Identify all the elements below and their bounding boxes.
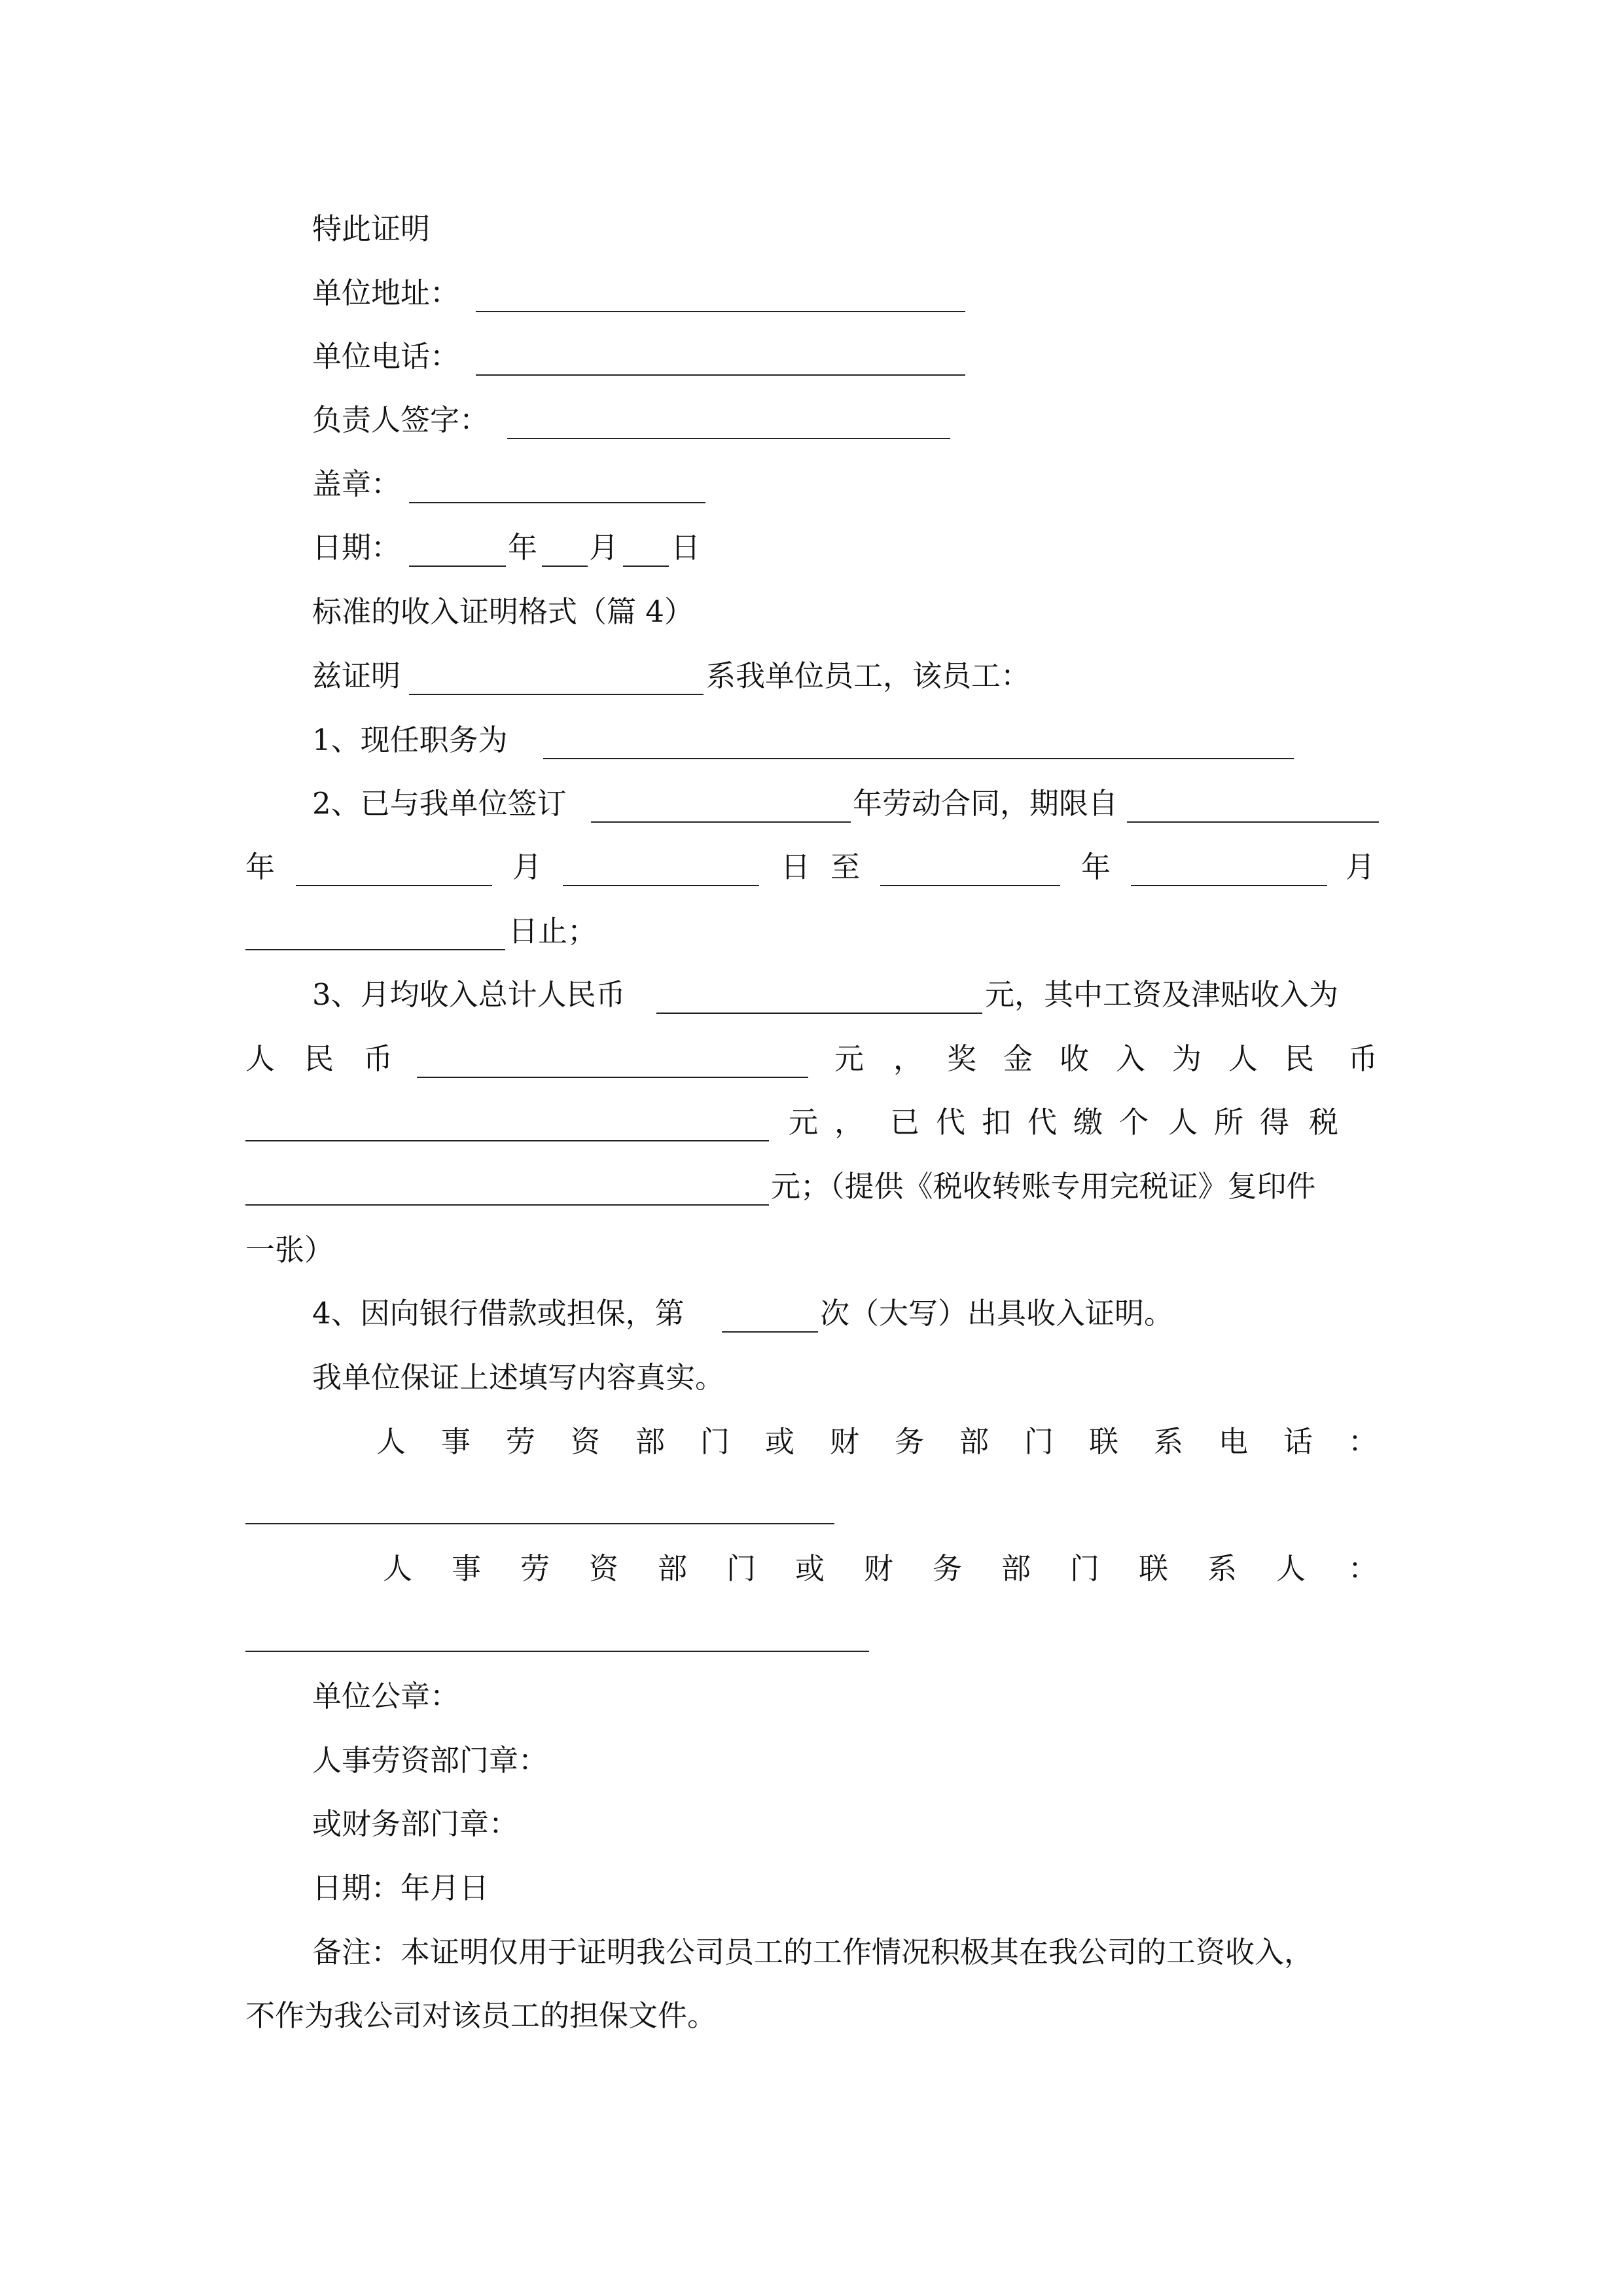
tax-char-3: 已 xyxy=(890,1105,920,1139)
contract-years-blank[interactable] xyxy=(591,821,851,823)
day-text: 日 xyxy=(671,530,701,565)
contact-phone-char: 系 xyxy=(1154,1424,1184,1459)
bonus-income-blank[interactable] xyxy=(245,1140,769,1141)
contact-phone-blank[interactable] xyxy=(245,1523,834,1524)
tax-char-1: 元 xyxy=(789,1105,819,1139)
seal-blank[interactable] xyxy=(409,502,705,503)
tax-char-10: 所 xyxy=(1214,1105,1244,1139)
contact-person-char: 人 xyxy=(1276,1551,1306,1586)
tax-withheld-blank[interactable] xyxy=(245,1204,769,1206)
end-day-blank[interactable] xyxy=(245,949,505,950)
hereby-certify-text: 特此证明 xyxy=(312,211,431,246)
tax-char-4: 代 xyxy=(936,1105,966,1139)
contact-phone-char: 部 xyxy=(635,1424,666,1459)
item2-end: 日止； xyxy=(508,914,597,948)
start-date-blank[interactable] xyxy=(1127,821,1379,823)
period-to-text: 至 xyxy=(830,850,861,884)
item2-prefix: 2、已与我单位签订 xyxy=(312,786,567,821)
period-year-text: 年 xyxy=(245,850,276,884)
comma-char: ， xyxy=(893,1041,923,1076)
contact-person-char: 联 xyxy=(1139,1551,1169,1586)
note-line-1 xyxy=(0,1929,1623,1975)
signature-label: 负责人签字： xyxy=(312,403,490,437)
signature-blank[interactable] xyxy=(507,438,950,439)
footer-date: 日期：年月日 xyxy=(312,1871,490,1905)
item3-yuan-salary: 元，其中工资及津贴收入为 xyxy=(985,977,1339,1012)
contact-person-char: 财 xyxy=(864,1551,894,1586)
contact-person-char: 部 xyxy=(658,1551,688,1586)
bonus-char-3: 收 xyxy=(1060,1041,1090,1076)
tax-char-7: 缴 xyxy=(1073,1105,1103,1139)
address-blank[interactable] xyxy=(476,311,965,312)
period-day-text: 日 xyxy=(781,850,811,884)
tax-char-8: 个 xyxy=(1119,1105,1149,1139)
position-blank[interactable] xyxy=(543,758,1294,759)
contact-person-char: 部 xyxy=(1001,1551,1031,1586)
phone-line xyxy=(0,334,1623,380)
unit-seal-line xyxy=(0,1674,1623,1719)
item1-line xyxy=(0,717,1623,763)
section-title-line xyxy=(0,589,1623,635)
rmb-char-1: 人 xyxy=(245,1041,276,1076)
phone-label: 单位电话： xyxy=(312,339,460,374)
contact-phone-char: 联 xyxy=(1089,1424,1119,1459)
date-line xyxy=(0,525,1623,571)
tax-char-6: 代 xyxy=(1027,1105,1058,1139)
rmb-char-2: 民 xyxy=(304,1041,334,1076)
item4-line xyxy=(0,1291,1623,1336)
contact-phone-char: 门 xyxy=(700,1424,730,1459)
period-month2-text: 月 xyxy=(1346,850,1376,884)
contact-person-char: 资 xyxy=(589,1551,619,1586)
hereby-certify-line xyxy=(0,206,1623,252)
address-label: 单位地址： xyxy=(312,276,460,310)
intro-suffix: 系我单位员工，该员工： xyxy=(706,658,1031,693)
end-month-blank[interactable] xyxy=(1131,885,1327,886)
finance-seal-line xyxy=(0,1801,1623,1847)
contact-person-line xyxy=(0,1546,1623,1592)
unit-seal-label: 单位公章： xyxy=(312,1679,460,1713)
contact-phone-char: 财 xyxy=(830,1424,860,1459)
end-year-blank[interactable] xyxy=(880,885,1060,886)
contact-person-char: 劳 xyxy=(520,1551,550,1586)
bonus-char-4: 入 xyxy=(1116,1041,1146,1076)
salary-allowance-blank[interactable] xyxy=(417,1077,808,1078)
contact-person-char: 系 xyxy=(1207,1551,1238,1586)
tax-char-2: ， xyxy=(834,1105,865,1139)
contact-phone-char: 部 xyxy=(959,1424,990,1459)
year-blank[interactable] xyxy=(409,565,506,567)
bonus-char-1: 奖 xyxy=(947,1041,977,1076)
note-text-2: 不作为我公司对该员工的担保文件。 xyxy=(245,1998,717,2033)
intro-prefix: 兹证明 xyxy=(312,658,401,693)
contact-phone-char: 话 xyxy=(1283,1424,1313,1459)
hr-seal-line xyxy=(0,1738,1623,1784)
contact-phone-char: 或 xyxy=(765,1424,795,1459)
bonus-char-2: 金 xyxy=(1003,1041,1033,1076)
item3-provide: 元；（提供《税收转账专用完税证》复印件 xyxy=(771,1169,1316,1204)
employee-name-blank[interactable] xyxy=(409,694,704,695)
bonus-char-6: 人 xyxy=(1228,1041,1258,1076)
item4-prefix: 4、因向银行借款或担保，第 xyxy=(312,1296,685,1331)
bonus-char-7: 民 xyxy=(1285,1041,1315,1076)
contact-person-char: 务 xyxy=(933,1551,963,1586)
period-year-blank[interactable] xyxy=(296,885,492,886)
item3-copy: 一张） xyxy=(245,1232,334,1267)
note-line-2 xyxy=(0,1993,1623,2039)
contact-person-blank[interactable] xyxy=(245,1651,869,1652)
contact-phone-char: ： xyxy=(1348,1424,1378,1459)
intro-line xyxy=(0,653,1623,699)
guarantee-text: 我单位保证上述填写内容真实。 xyxy=(312,1360,725,1395)
contact-person-char: 门 xyxy=(726,1551,757,1586)
contact-phone-char: 电 xyxy=(1219,1424,1249,1459)
hr-seal-label: 人事劳资部门章： xyxy=(312,1743,548,1778)
monthly-income-blank[interactable] xyxy=(656,1013,982,1014)
section-title: 标准的收入证明格式（篇 4） xyxy=(312,594,694,629)
issue-count-blank[interactable] xyxy=(722,1331,818,1333)
item2-period-line xyxy=(0,844,1623,890)
rmb-char-3: 币 xyxy=(363,1041,393,1076)
tax-char-5: 扣 xyxy=(982,1105,1012,1139)
month-text: 月 xyxy=(589,530,619,565)
tax-char-11: 得 xyxy=(1260,1105,1290,1139)
month-blank[interactable] xyxy=(542,565,588,567)
contact-person-char: 人 xyxy=(383,1551,413,1586)
item3-tax-line xyxy=(0,1100,1623,1145)
guarantee-line xyxy=(0,1355,1623,1401)
finance-seal-label: 或财务部门章： xyxy=(312,1806,519,1841)
contact-phone-char: 事 xyxy=(441,1424,471,1459)
item3-provide-line xyxy=(0,1164,1623,1210)
contact-phone-char: 门 xyxy=(1024,1424,1054,1459)
seal-line xyxy=(0,461,1623,507)
item3-salary-line xyxy=(0,1036,1623,1082)
contact-phone-char: 务 xyxy=(895,1424,925,1459)
item2-line xyxy=(0,781,1623,827)
yuan-char: 元 xyxy=(834,1041,865,1076)
signature-line xyxy=(0,397,1623,443)
date-label: 日期： xyxy=(312,530,401,565)
period-month-blank[interactable] xyxy=(563,885,759,886)
tax-char-12: 税 xyxy=(1309,1105,1339,1139)
year-text: 年 xyxy=(508,530,538,565)
day-blank[interactable] xyxy=(623,565,669,567)
seal-label: 盖章： xyxy=(312,467,401,501)
contact-person-char: ： xyxy=(1348,1551,1378,1586)
phone-blank[interactable] xyxy=(476,374,965,376)
item4-suffix: 次（大写）出具收入证明。 xyxy=(820,1296,1174,1331)
contact-phone-char: 资 xyxy=(571,1424,601,1459)
item2-end-line xyxy=(0,908,1623,954)
contact-phone-char: 劳 xyxy=(506,1424,536,1459)
address-line xyxy=(0,270,1623,316)
note-text-1: 备注：本证明仅用于证明我公司员工的工作情况积极其在我公司的工资收入， xyxy=(312,1935,1314,1969)
period-month-text: 月 xyxy=(512,850,543,884)
item2-middle: 年劳动合同，期限自 xyxy=(853,786,1118,821)
footer-date-line xyxy=(0,1865,1623,1911)
item3-prefix: 3、月均收入总计人民币 xyxy=(312,977,626,1012)
contact-person-char: 门 xyxy=(1070,1551,1100,1586)
item1-label: 1、现任职务为 xyxy=(312,723,508,757)
item3-line xyxy=(0,972,1623,1018)
contact-person-char: 或 xyxy=(795,1551,825,1586)
period-year2-text: 年 xyxy=(1081,850,1111,884)
bonus-char-8: 币 xyxy=(1348,1041,1378,1076)
bonus-char-5: 为 xyxy=(1172,1041,1202,1076)
contact-person-char: 事 xyxy=(452,1551,482,1586)
contact-phone-blank-line xyxy=(0,1482,1623,1528)
contact-phone-line xyxy=(0,1419,1623,1465)
item3-copy-line xyxy=(0,1227,1623,1273)
tax-char-9: 人 xyxy=(1168,1105,1198,1139)
contact-person-blank-line xyxy=(0,1610,1623,1656)
contact-phone-char: 人 xyxy=(376,1424,406,1459)
